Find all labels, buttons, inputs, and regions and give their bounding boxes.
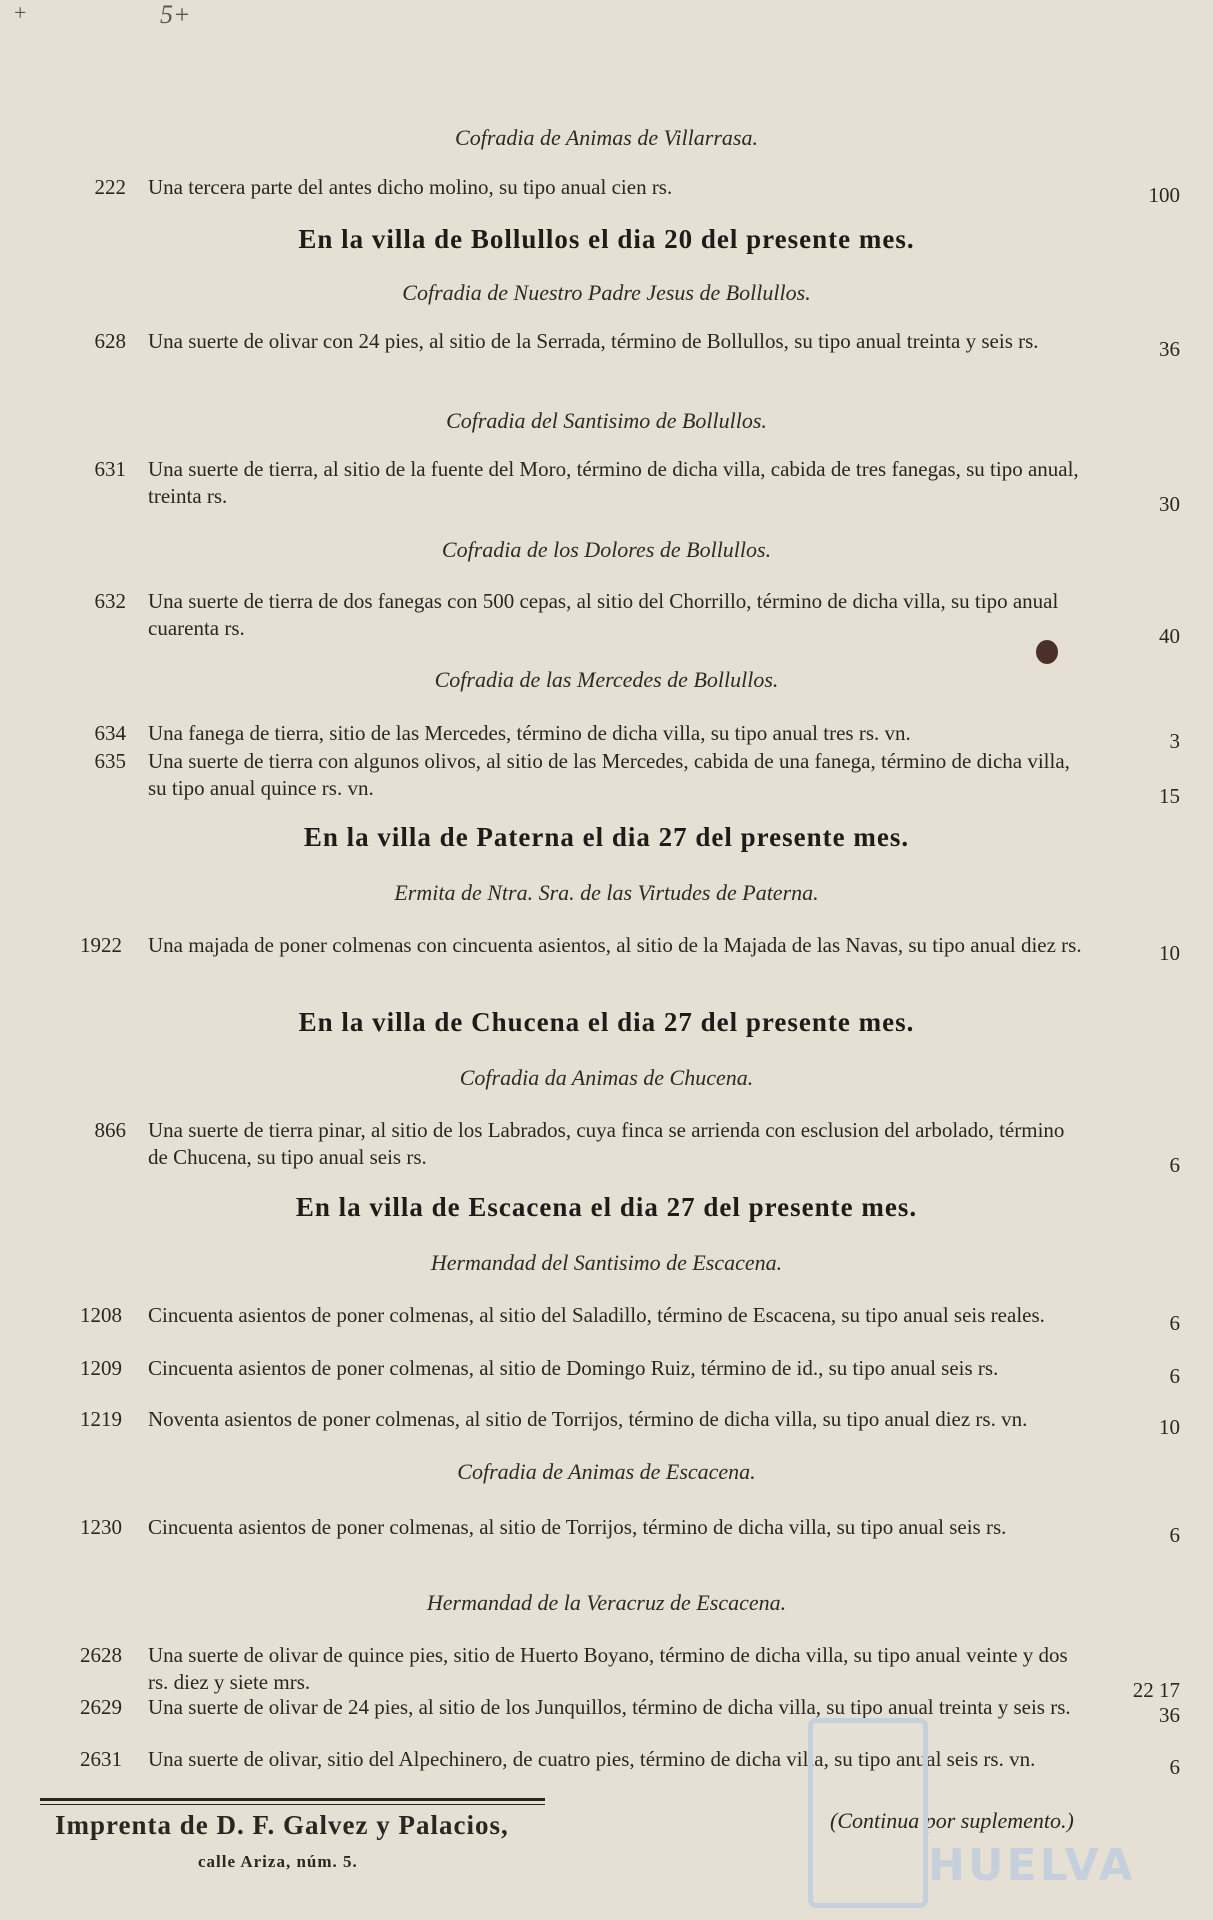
section-subheading: Cofradia de Animas de Escacena.	[457, 1459, 756, 1484]
seal-icon	[808, 1718, 928, 1908]
entry-number: 2628	[80, 1643, 122, 1667]
section-subheading: Ermita de Ntra. Sra. de las Virtudes de Paterna.	[394, 880, 819, 905]
footer-rule-thin	[40, 1804, 545, 1805]
section-subheading: Cofradia de las Mercedes de Bollullos.	[434, 667, 779, 692]
section-heading: En la villa de Escacena el dia 27 del presente mes.	[295, 1192, 918, 1222]
entry-number: 222	[94, 175, 126, 199]
entry-amount: 6	[1169, 1153, 1180, 1177]
corner-mark: 5+	[160, 0, 191, 29]
entry-text: Una tercera parte del antes dicho molino, su tipo anual cien rs.	[148, 175, 673, 199]
section-heading: En la villa de Bollullos el dia 20 del presente mes.	[298, 224, 915, 254]
entry-text: Una suerte de tierra pinar, al sitio de los Labrados, cuya finca se arrienda con esclusion del arbolado, término de Chucena, su tipo anual seis rs.	[148, 1118, 1065, 1169]
entry-text: Una suerte de olivar de 24 pies, al sitio de los Junquillos, término de dicha villa, su tipo anual treinta y seis rs.	[148, 1695, 1071, 1719]
entry-number: 866	[94, 1118, 126, 1142]
entry-text: Cincuenta asientos de poner colmenas, al sitio de Torrijos, término de dicha villa, su tipo anual seis rs.	[148, 1515, 1007, 1539]
entry-amount: 3	[1169, 729, 1180, 753]
entry-text: Cincuenta asientos de poner colmenas, al sitio del Saladillo, término de Escacena, su tipo anual seis reales.	[148, 1303, 1045, 1327]
entry-amount: 6	[1169, 1311, 1180, 1335]
entry-number: 2629	[80, 1695, 122, 1719]
section-subheading: Hermandad del Santisimo de Escacena.	[430, 1250, 783, 1275]
entry-number: 635	[94, 749, 126, 773]
entry-number: 1922	[80, 933, 122, 957]
printer-address: calle Ariza, núm. 5.	[198, 1852, 358, 1871]
entry-number: 1209	[80, 1356, 122, 1380]
entry-number: 628	[94, 329, 126, 353]
entry-text: Una suerte de olivar, sitio del Alpechinero, de cuatro pies, término de dicha villa, su tipo anual seis rs. vn.	[148, 1747, 1036, 1771]
entry-amount: 40	[1159, 624, 1180, 648]
section-subheading: Cofradia de los Dolores de Bollullos.	[441, 537, 772, 562]
entry-amount: 10	[1159, 1415, 1180, 1439]
archive-watermark	[808, 1708, 1138, 1908]
entry-text: Noventa asientos de poner colmenas, al sitio de Torrijos, término de dicha villa, su tipo anual diez rs. vn.	[148, 1407, 1028, 1431]
entry-amount: 36	[1159, 337, 1180, 361]
entry-number: 2631	[80, 1747, 122, 1771]
corner-mark-left: +	[14, 0, 27, 25]
entry-number: 632	[94, 589, 126, 613]
section-subheading: Cofradia de Nuestro Padre Jesus de Bollullos.	[402, 280, 811, 305]
section-heading: En la villa de Paterna el dia 27 del presente mes.	[303, 822, 910, 852]
entry-amount: 6	[1169, 1523, 1180, 1547]
entry-number: 1219	[80, 1407, 122, 1431]
entry-text: Una suerte de tierra de dos fanegas con 500 cepas, al sitio del Chorrillo, término de dicha villa, su tipo anual cuarenta rs.	[148, 589, 1059, 640]
footer-rule	[40, 1798, 545, 1801]
entry-amount: 36	[1159, 1703, 1180, 1727]
entry-amount: 30	[1159, 492, 1180, 516]
entry-number: 634	[94, 721, 126, 745]
continued-note: (Continua por suplemento.)	[830, 1808, 1074, 1833]
entry-amount: 15	[1159, 784, 1180, 808]
entry-text: Una suerte de olivar con 24 pies, al sitio de la Serrada, término de Bollullos, su tipo anual treinta y seis rs.	[148, 329, 1039, 353]
entry-amount: 22 17	[1132, 1678, 1180, 1702]
entry-text: Cincuenta asientos de poner colmenas, al sitio de Domingo Ruiz, término de id., su tipo anual seis rs.	[148, 1356, 999, 1380]
entry-number: 1208	[80, 1303, 122, 1327]
entry-text: Una fanega de tierra, sitio de las Mercedes, término de dicha villa, su tipo anual tres rs. vn.	[148, 721, 911, 745]
entry-text: Una suerte de tierra, al sitio de la fuente del Moro, término de dicha villa, cabida de tres fanegas, su tipo anual, treinta rs.	[148, 457, 1079, 508]
entry-amount: 6	[1169, 1364, 1180, 1388]
section-subheading: Cofradia del Santisimo de Bollullos.	[446, 408, 767, 433]
watermark-text: HUELVA	[928, 1840, 1136, 1891]
entry-amount: 10	[1159, 941, 1180, 965]
entry-number: 1230	[80, 1515, 122, 1539]
entry-text: Una majada de poner colmenas con cincuenta asientos, al sitio de la Majada de las Navas, su tipo anual diez rs.	[148, 933, 1082, 957]
printer-imprint: Imprenta de D. F. Galvez y Palacios,	[55, 1810, 509, 1840]
entry-amount: 100	[1148, 183, 1180, 207]
entry-number: 631	[94, 457, 126, 481]
ink-spot	[1036, 640, 1058, 664]
section-heading: En la villa de Chucena el dia 27 del presente mes.	[298, 1007, 915, 1037]
entry-amount: 6	[1169, 1755, 1180, 1779]
entry-text: Una suerte de tierra con algunos olivos, al sitio de las Mercedes, cabida de una fanega, término de dicha villa, su tipo anual quince rs. vn.	[148, 749, 1070, 800]
section-subheading: Cofradia da Animas de Chucena.	[459, 1065, 754, 1090]
section-subheading: Hermandad de la Veracruz de Escacena.	[426, 1590, 787, 1615]
entry-text: Una suerte de olivar de quince pies, sitio de Huerto Boyano, término de dicha villa, su tipo anual veinte y dos rs. diez y siete mrs.	[148, 1643, 1068, 1694]
section-subheading: Cofradia de Animas de Villarrasa.	[455, 125, 758, 150]
